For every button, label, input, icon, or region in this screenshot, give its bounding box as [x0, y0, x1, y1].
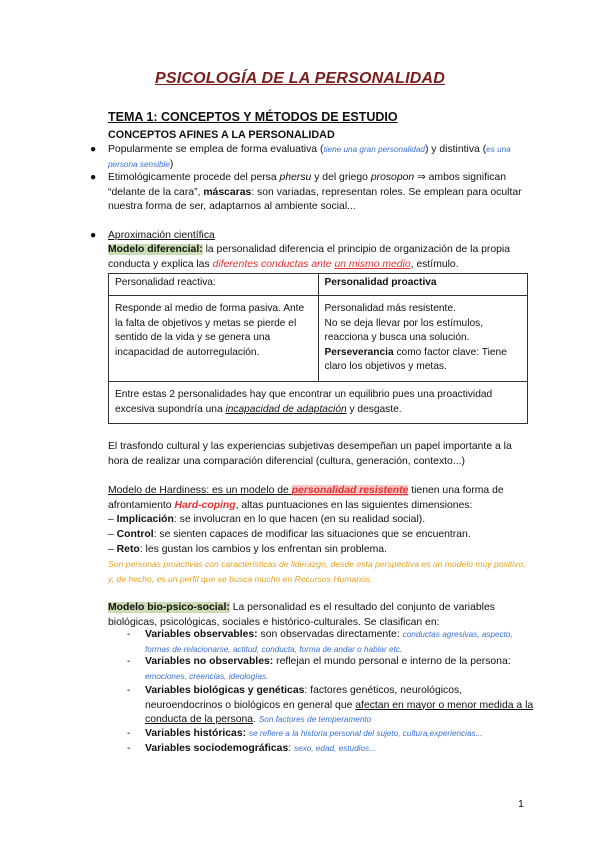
dash-icon: - — [127, 728, 131, 739]
var-observables: Variables observables: son observadas directamente: conductas agresivas, aspecto, formas de relacionarse, actitud, conducta, forma de andar o hablar etc. — [145, 629, 513, 654]
trasfondo-text: El trasfondo cultural y las experiencias subjetivas desempeñan un papel importante a la hora de realizar una comparación diferencial (cultura, generación, contexto...) — [108, 441, 512, 467]
var-no-observables: Variables no observables: reflejan el mundo personal e interno de la persona: emociones, creencias, ideologías. — [145, 656, 511, 681]
hardiness-text: Modelo de Hardiness: es un modelo de personalidad resistente tienen una forma de afrontamiento Hard-coping, altas puntuaciones en las siguientes dimensiones: — [108, 485, 504, 511]
var-historicas: Variables históricas: se refiere a la historia personal del sujeto, cultura,experiencias... — [145, 728, 483, 739]
dimension-control: – Control: se sienten capaces de modificar las situaciones que se encuentran. — [108, 529, 471, 540]
bullet-icon: ● — [90, 230, 97, 241]
table-footer: Entre estas 2 personalidades hay que encontrar un equilibrio pues una proactividad excesiva supondría una incapacidad de adaptación y desgaste. — [109, 381, 528, 423]
var-biologicas: Variables biológicas y genéticas: factores genéticos, neurológicos, neuroendocrinos o biológicos en general que afectan en mayor o menor medida a la conducta de la persona. Son factores de temperamento — [145, 685, 534, 725]
table-header-reactiva: Personalidad reactiva: — [109, 274, 319, 296]
page-number: 1 — [518, 798, 524, 810]
bullet-evaluativa: Popularmente se emplea de forma evaluativa (tiene una gran personalidad) y distintiva (es una persona sensible) — [108, 144, 511, 170]
var-sociodemograficas: Variables sociodemográficas: sexo, edad, estudios... — [145, 743, 376, 754]
bullet-icon: ● — [90, 144, 97, 155]
dimension-implicacion: – Implicación: se involucran en lo que hacen (en su realidad social). — [108, 514, 426, 525]
personalidad-table — [108, 273, 528, 424]
aproximacion-label: Aproximación científica — [108, 230, 215, 241]
bullet-icon: ● — [90, 172, 97, 183]
table-cell-proactiva: Personalidad más resistente. No se deja llevar por los estímulos, reacciona y busca una solución. Perseverancia como factor clave: Tiene claro los objetivos y metas. — [318, 296, 528, 382]
modelo-diferencial: Modelo diferencial: la personalidad diferencia el principio de organización de la propia conducta y explica las diferentes conductas ante un mismo medio, estímulo. — [108, 244, 510, 270]
table-header-proactiva: Personalidad proactiva — [318, 274, 528, 296]
dash-icon: - — [127, 743, 131, 754]
page-title: PSICOLOGÍA DE LA PERSONALIDAD — [155, 70, 445, 87]
dimension-reto: – Reto: les gustan los cambios y los enfrentan sin problema. — [108, 544, 387, 555]
proactive-note: Son personas proactivas con características de liderazgo, desde esta perspectiva es un modelo muy positivo, y, de hecho, es un perfil que se busca mucho en Recursos Humanos. — [108, 559, 526, 584]
table-cell-reactiva: Responde al medio de forma pasiva. Ante la falta de objetivos y metas se pierde el sentido de la vida y se genera una incapacidad de autorregulación. — [109, 296, 319, 382]
tema-heading: TEMA 1: CONCEPTOS Y MÉTODOS DE ESTUDIO — [108, 110, 398, 124]
section-heading: CONCEPTOS AFINES A LA PERSONALIDAD — [108, 129, 335, 141]
dash-icon: - — [127, 685, 131, 696]
dash-icon: - — [127, 656, 131, 667]
dash-icon: - — [127, 629, 131, 640]
modelo-bio-psico-social: Modelo bio-psico-social: La personalidad es el resultado del conjunto de variables biológicas, psicológicas, sociales e histórico-culturales. Se clasifican en: — [108, 602, 495, 628]
bullet-etimologia: Etimológicamente procede del persa phersu y del griego prosopon ⇒ ambos significan “delante de la cara”, máscaras: son variadas, representan roles. Se emplean para ocultar nuestra forma de ser, adaptarnos al ambiente social... — [108, 172, 522, 212]
